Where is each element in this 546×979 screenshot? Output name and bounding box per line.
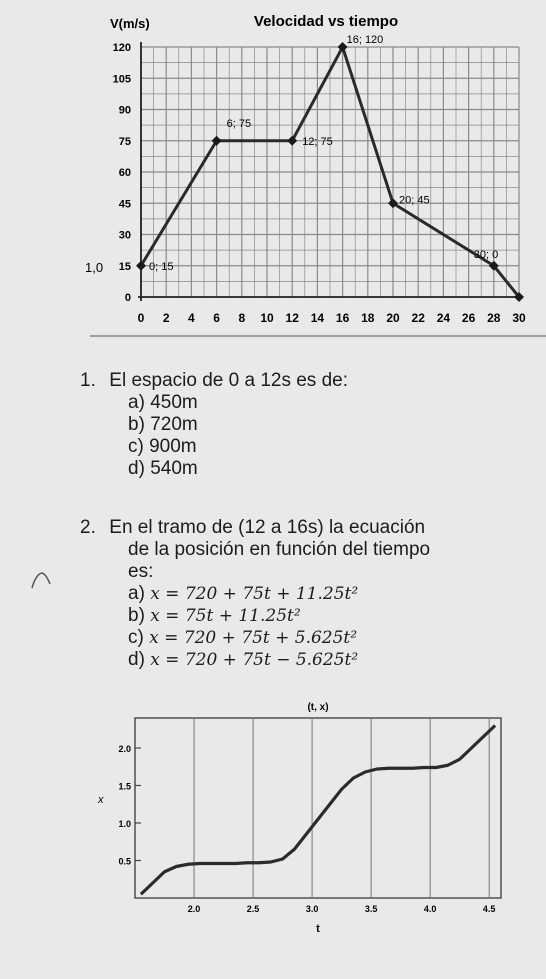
y-tick-label: 105 <box>112 73 131 86</box>
data-point-label: 6; 75 <box>226 117 252 130</box>
option-c[interactable] <box>104 436 348 458</box>
plot-frame <box>135 718 501 898</box>
y-tick-label: 75 <box>118 135 131 148</box>
x-tick-label: 14 <box>310 311 325 325</box>
option-d[interactable] <box>104 649 430 671</box>
option-text: 540m <box>150 458 198 479</box>
question-stem-line-1: En el tramo de (12 a 16s) la ecuación <box>109 517 426 538</box>
option-letter: c) <box>128 436 144 457</box>
y-tick-label: 90 <box>118 104 131 117</box>
option-a[interactable] <box>104 583 430 605</box>
x-tick-label: 12 <box>285 311 299 325</box>
option-text: 450m <box>150 392 198 413</box>
y-tick-label: 1.0 <box>118 819 131 829</box>
question-number: 1. <box>80 370 96 391</box>
option-letter: d) <box>128 649 145 670</box>
y-axis-label: x <box>98 794 104 806</box>
x-tick-label: 3.0 <box>305 904 319 914</box>
question-stem: El espacio de 0 a 12s es de: <box>109 370 348 391</box>
chart-title: (t, x) <box>307 702 329 713</box>
chart-title: Velocidad vs tiempo <box>253 13 399 30</box>
option-equation: x = 75t + 11.25t² <box>150 606 301 626</box>
data-point-label: 30; 0 <box>473 248 499 261</box>
y-tick-label: 45 <box>118 198 131 211</box>
question-2 <box>80 517 431 671</box>
question-number: 2. <box>80 517 96 538</box>
x-tick-label: 2.5 <box>246 904 260 914</box>
option-b[interactable] <box>104 605 430 627</box>
x-tick-label: 22 <box>411 311 425 325</box>
option-text: 720m <box>150 414 198 435</box>
x-tick-label: 0 <box>137 311 145 325</box>
y-tick-label: 0.5 <box>118 856 131 867</box>
y-tick-label: 15 <box>118 260 131 273</box>
y-tick-label: 60 <box>118 167 131 179</box>
position-chart <box>0 700 546 940</box>
data-point-label: 20; 45 <box>399 194 430 207</box>
y-tick-label: 1.5 <box>118 781 131 792</box>
option-text: 900m <box>149 436 197 457</box>
data-point-label: 12; 75 <box>302 135 333 148</box>
pencil-mark-icon <box>30 570 54 590</box>
option-d[interactable] <box>104 458 348 480</box>
option-c[interactable] <box>104 627 430 649</box>
x-tick-label: 2.0 <box>187 904 201 914</box>
option-letter: d) <box>128 458 145 479</box>
x-axis-label: t <box>316 923 320 935</box>
tick-labels <box>113 42 526 325</box>
x-tick-label: 8 <box>238 311 246 325</box>
x-tick-label: 6 <box>213 311 220 325</box>
handwritten-note: 1,0 <box>85 260 104 275</box>
x-tick-label: 20 <box>386 311 400 325</box>
option-equation: x = 720 + 75t − 5.625t² <box>150 650 359 670</box>
x-tick-label: 30 <box>512 311 526 325</box>
x-tick-label: 3.5 <box>364 904 378 914</box>
y-tick-label: 120 <box>112 42 131 54</box>
option-letter: a) <box>128 392 145 413</box>
data-point-label: 0; 15 <box>149 260 174 273</box>
tick-labels <box>118 744 495 914</box>
question-stem-line-2: de la posición en función del tiempo <box>128 539 431 560</box>
x-tick-label: 10 <box>260 311 274 325</box>
option-equation: x = 720 + 75t + 5.625t² <box>149 628 358 648</box>
question-1 <box>80 370 348 480</box>
x-tick-label: 4.0 <box>423 904 437 914</box>
option-letter: b) <box>128 414 145 435</box>
option-equation: x = 720 + 75t + 11.25t² <box>150 584 359 604</box>
x-tick-label: 26 <box>461 311 476 325</box>
data-point-label: 16; 120 <box>346 34 384 46</box>
option-letter: c) <box>128 627 144 648</box>
x-tick-label: 4 <box>188 311 195 325</box>
x-tick-label: 24 <box>436 311 451 325</box>
y-tick-label: 2.0 <box>118 744 131 754</box>
y-axis-label: V(m/s) <box>110 16 150 31</box>
y-tick-label: 0 <box>124 292 131 304</box>
velocity-chart <box>0 0 546 340</box>
option-a[interactable] <box>104 392 348 414</box>
x-tick-label: 28 <box>487 311 501 325</box>
option-letter: b) <box>128 605 145 626</box>
x-tick-label: 16 <box>335 311 350 325</box>
option-b[interactable] <box>104 414 348 436</box>
question-stem-line-3: es: <box>128 561 154 582</box>
grid <box>135 718 489 898</box>
x-tick-label: 4.5 <box>482 904 496 914</box>
x-tick-label: 18 <box>361 311 375 325</box>
x-tick-label: 2 <box>162 311 170 325</box>
option-letter: a) <box>128 583 145 604</box>
y-tick-label: 30 <box>118 229 131 242</box>
